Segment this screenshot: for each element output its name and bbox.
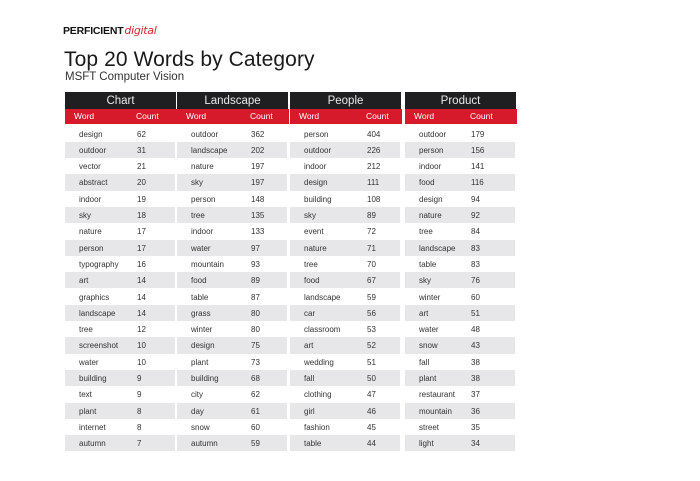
table-row: [405, 191, 515, 207]
word-cell: indoor: [79, 194, 102, 204]
count-cell: 12: [137, 325, 146, 335]
table-row: [65, 386, 175, 402]
word-cell: fall: [304, 374, 315, 383]
word-cell: person: [191, 194, 216, 204]
word-cell: food: [191, 276, 207, 286]
table-row: [405, 321, 515, 337]
word-cell: sky: [304, 211, 316, 220]
count-cell: 72: [367, 227, 376, 237]
table-row: [290, 289, 400, 305]
count-cell: 108: [367, 194, 381, 204]
word-cell: landscape: [79, 308, 116, 318]
word-cell: table: [304, 439, 322, 449]
count-cell: 87: [251, 292, 260, 302]
word-cell: design: [304, 178, 328, 188]
table-row: [405, 207, 515, 223]
word-cell: snow: [191, 422, 210, 432]
count-cell: 19: [137, 194, 146, 204]
count-cell: 14: [137, 276, 146, 286]
table-row: [290, 337, 400, 353]
word-cell: outdoor: [191, 129, 219, 139]
word-cell: mountain: [419, 406, 452, 416]
word-cell: classroom: [304, 325, 341, 335]
count-cell: 197: [251, 178, 265, 188]
word-cell: person: [419, 145, 444, 155]
word-cell: screenshot: [79, 341, 119, 351]
word-cell: autumn: [191, 439, 218, 449]
count-cell: 14: [137, 292, 146, 302]
count-cell: 73: [251, 357, 260, 367]
table-row: [405, 126, 515, 142]
table-row: [290, 240, 400, 256]
table-row: [290, 370, 400, 386]
word-cell: car: [304, 308, 316, 318]
word-cell: nature: [304, 243, 327, 253]
table-row: [65, 435, 175, 451]
table-row: [290, 419, 400, 435]
table-row: [65, 142, 175, 158]
count-cell: 9: [137, 374, 142, 383]
count-cell: 89: [367, 211, 376, 220]
count-cell: 36: [471, 406, 480, 416]
table-row: [177, 289, 287, 305]
word-cell: winter: [419, 292, 441, 302]
table-row: [405, 240, 515, 256]
count-cell: 97: [251, 243, 260, 253]
word-cell: text: [79, 390, 92, 400]
table-row: [177, 256, 287, 272]
table-row: [290, 272, 400, 288]
word-cell: art: [419, 308, 429, 318]
table-row: [65, 207, 175, 223]
count-cell: 59: [367, 292, 376, 302]
word-cell: plant: [191, 357, 209, 367]
word-column-header: Word: [299, 111, 320, 121]
word-cell: nature: [79, 227, 102, 237]
word-cell: day: [191, 406, 204, 416]
word-cell: plant: [79, 406, 97, 416]
count-column-header: Count: [366, 111, 389, 121]
table-row: [65, 126, 175, 142]
table-row: [177, 435, 287, 451]
count-cell: 83: [471, 259, 480, 269]
table-row: [177, 419, 287, 435]
count-cell: 362: [251, 129, 265, 139]
table-row: [65, 337, 175, 353]
category-header-landscape: Landscape: [177, 92, 288, 109]
table-row: [405, 370, 515, 386]
word-cell: person: [79, 243, 104, 253]
word-column-header: Word: [414, 111, 435, 121]
table-row: [290, 126, 400, 142]
count-cell: 31: [137, 145, 146, 155]
table-row: [177, 240, 287, 256]
table-row: [65, 256, 175, 272]
word-cell: indoor: [191, 227, 214, 237]
table-row: [290, 158, 400, 174]
table-row: [290, 435, 400, 451]
table-row: [177, 386, 287, 402]
count-cell: 76: [471, 276, 480, 286]
table-row: [405, 174, 515, 190]
count-cell: 60: [471, 292, 480, 302]
word-cell: tree: [419, 227, 433, 237]
count-cell: 7: [137, 439, 142, 449]
count-cell: 47: [367, 390, 376, 400]
table-row: [177, 337, 287, 353]
word-cell: fashion: [304, 422, 330, 432]
word-cell: water: [191, 243, 211, 253]
count-cell: 70: [367, 259, 376, 269]
count-cell: 9: [137, 390, 142, 400]
word-cell: nature: [419, 211, 442, 220]
word-cell: event: [304, 227, 324, 237]
count-cell: 212: [367, 162, 381, 172]
table-row: [290, 321, 400, 337]
count-cell: 111: [367, 178, 380, 188]
table-row: [290, 174, 400, 190]
column-header-row: [65, 109, 177, 124]
count-cell: 14: [137, 308, 146, 318]
word-cell: plant: [419, 374, 437, 383]
word-column-header: Word: [186, 111, 207, 121]
count-cell: 10: [137, 341, 146, 351]
table-row: [405, 386, 515, 402]
table-row: [405, 272, 515, 288]
count-cell: 62: [251, 390, 260, 400]
count-cell: 60: [251, 422, 260, 432]
table-row: [405, 158, 515, 174]
count-column-header: Count: [136, 111, 159, 121]
word-cell: person: [304, 129, 329, 139]
word-cell: tree: [191, 211, 205, 220]
count-cell: 133: [251, 227, 265, 237]
word-cell: water: [419, 325, 439, 335]
table-row: [177, 223, 287, 239]
word-cell: art: [79, 276, 89, 286]
page-title: Top 20 Words by Category: [64, 48, 315, 71]
table-row: [290, 223, 400, 239]
word-cell: sky: [419, 276, 431, 286]
word-cell: indoor: [304, 162, 327, 172]
word-cell: design: [191, 341, 215, 351]
count-cell: 10: [137, 357, 146, 367]
table-row: [405, 142, 515, 158]
word-cell: outdoor: [79, 145, 107, 155]
count-cell: 18: [137, 211, 146, 220]
count-cell: 62: [137, 129, 146, 139]
word-cell: building: [304, 194, 332, 204]
count-cell: 48: [471, 325, 480, 335]
count-cell: 116: [471, 178, 484, 188]
word-cell: design: [79, 129, 103, 139]
table-row: [290, 191, 400, 207]
table-row: [177, 403, 287, 419]
category-header-product: Product: [405, 92, 516, 109]
word-cell: mountain: [191, 259, 224, 269]
word-cell: table: [191, 292, 209, 302]
count-cell: 16: [137, 259, 146, 269]
table-row: [65, 419, 175, 435]
table-row: [65, 403, 175, 419]
word-cell: autumn: [79, 439, 106, 449]
word-cell: sky: [191, 178, 203, 188]
count-cell: 141: [471, 162, 485, 172]
table-row: [405, 305, 515, 321]
word-cell: clothing: [304, 390, 332, 400]
word-cell: tree: [304, 259, 318, 269]
count-cell: 53: [367, 325, 376, 335]
table-row: [290, 305, 400, 321]
table-row: [177, 174, 287, 190]
count-cell: 35: [471, 422, 480, 432]
word-cell: design: [419, 194, 443, 204]
count-cell: 83: [471, 243, 480, 253]
table-row: [290, 256, 400, 272]
table-row: [65, 305, 175, 321]
table-row: [65, 354, 175, 370]
table-row: [290, 386, 400, 402]
table-row: [290, 207, 400, 223]
table-row: [177, 321, 287, 337]
count-cell: 44: [367, 439, 376, 449]
table-row: [65, 191, 175, 207]
column-header-row: [177, 109, 289, 124]
count-cell: 71: [367, 243, 376, 253]
word-cell: abstract: [79, 178, 108, 188]
count-cell: 50: [367, 374, 376, 383]
perficient-digital-logo: [63, 24, 157, 38]
count-cell: 148: [251, 194, 265, 204]
count-cell: 80: [251, 325, 260, 335]
word-cell: table: [419, 259, 437, 269]
count-cell: 38: [471, 374, 480, 383]
table-row: [65, 272, 175, 288]
count-cell: 226: [367, 145, 381, 155]
table-row: [177, 158, 287, 174]
count-cell: 20: [137, 178, 146, 188]
word-cell: landscape: [191, 145, 228, 155]
count-cell: 45: [367, 422, 376, 432]
word-cell: indoor: [419, 162, 442, 172]
logo-suffix: digital: [124, 24, 157, 37]
word-cell: snow: [419, 341, 438, 351]
word-cell: vector: [79, 162, 101, 172]
word-cell: sky: [79, 211, 91, 220]
table-row: [65, 158, 175, 174]
word-cell: water: [79, 357, 99, 367]
count-cell: 84: [471, 227, 480, 237]
table-row: [290, 354, 400, 370]
word-cell: city: [191, 390, 203, 400]
count-cell: 135: [251, 211, 265, 220]
word-cell: outdoor: [419, 129, 447, 139]
word-cell: building: [191, 374, 219, 383]
count-cell: 38: [471, 357, 480, 367]
count-cell: 92: [471, 211, 480, 220]
category-header-people: People: [290, 92, 401, 109]
table-row: [405, 435, 515, 451]
count-cell: 61: [251, 406, 260, 416]
table-row: [290, 142, 400, 158]
count-cell: 17: [137, 243, 146, 253]
count-cell: 21: [137, 162, 146, 172]
table-row: [290, 403, 400, 419]
column-header-row: [405, 109, 517, 124]
word-cell: food: [304, 276, 320, 286]
table-row: [65, 289, 175, 305]
table-row: [405, 256, 515, 272]
table-row: [405, 403, 515, 419]
count-column-header: Count: [470, 111, 493, 121]
count-cell: 8: [137, 422, 142, 432]
word-cell: girl: [304, 406, 315, 416]
table-row: [405, 419, 515, 435]
word-cell: tree: [79, 325, 93, 335]
count-cell: 93: [251, 259, 260, 269]
count-cell: 52: [367, 341, 376, 351]
table-row: [177, 142, 287, 158]
logo-wordmark: PERFICIENT: [63, 25, 124, 37]
count-cell: 67: [367, 276, 376, 286]
count-cell: 51: [367, 357, 376, 367]
table-row: [405, 354, 515, 370]
count-cell: 80: [251, 308, 260, 318]
word-cell: light: [419, 439, 434, 449]
count-cell: 8: [137, 406, 142, 416]
word-cell: landscape: [304, 292, 341, 302]
table-row: [177, 354, 287, 370]
word-cell: fall: [419, 357, 430, 367]
table-row: [177, 126, 287, 142]
word-cell: nature: [191, 162, 214, 172]
table-row: [177, 305, 287, 321]
count-cell: 202: [251, 145, 265, 155]
word-cell: typography: [79, 259, 119, 269]
count-cell: 17: [137, 227, 146, 237]
count-cell: 197: [251, 162, 265, 172]
count-cell: 75: [251, 341, 260, 351]
word-cell: outdoor: [304, 145, 332, 155]
category-header-chart: Chart: [65, 92, 176, 109]
count-cell: 94: [471, 194, 480, 204]
count-cell: 56: [367, 308, 376, 318]
count-cell: 89: [251, 276, 260, 286]
table-row: [177, 272, 287, 288]
table-row: [405, 289, 515, 305]
word-cell: building: [79, 374, 107, 383]
word-cell: art: [304, 341, 314, 351]
count-cell: 59: [251, 439, 260, 449]
table-row: [177, 370, 287, 386]
count-cell: 156: [471, 145, 485, 155]
table-row: [65, 223, 175, 239]
count-cell: 34: [471, 439, 480, 449]
count-cell: 43: [471, 341, 480, 351]
count-column-header: Count: [250, 111, 273, 121]
word-cell: grass: [191, 308, 211, 318]
count-cell: 37: [471, 390, 480, 400]
word-cell: graphics: [79, 292, 110, 302]
page-subtitle: MSFT Computer Vision: [65, 71, 185, 83]
word-cell: wedding: [304, 357, 334, 367]
word-cell: internet: [79, 422, 106, 432]
table-row: [65, 321, 175, 337]
table-row: [65, 240, 175, 256]
count-cell: 51: [471, 308, 480, 318]
count-cell: 179: [471, 129, 485, 139]
table-row: [177, 207, 287, 223]
count-cell: 404: [367, 129, 381, 139]
table-row: [65, 174, 175, 190]
column-header-row: [290, 109, 402, 124]
word-cell: restaurant: [419, 390, 456, 400]
table-row: [177, 191, 287, 207]
count-cell: 46: [367, 406, 376, 416]
table-row: [65, 370, 175, 386]
count-cell: 68: [251, 374, 260, 383]
word-cell: landscape: [419, 243, 456, 253]
word-cell: street: [419, 422, 440, 432]
table-row: [405, 223, 515, 239]
word-cell: winter: [191, 325, 213, 335]
word-column-header: Word: [74, 111, 95, 121]
word-cell: food: [419, 178, 435, 188]
table-row: [405, 337, 515, 353]
